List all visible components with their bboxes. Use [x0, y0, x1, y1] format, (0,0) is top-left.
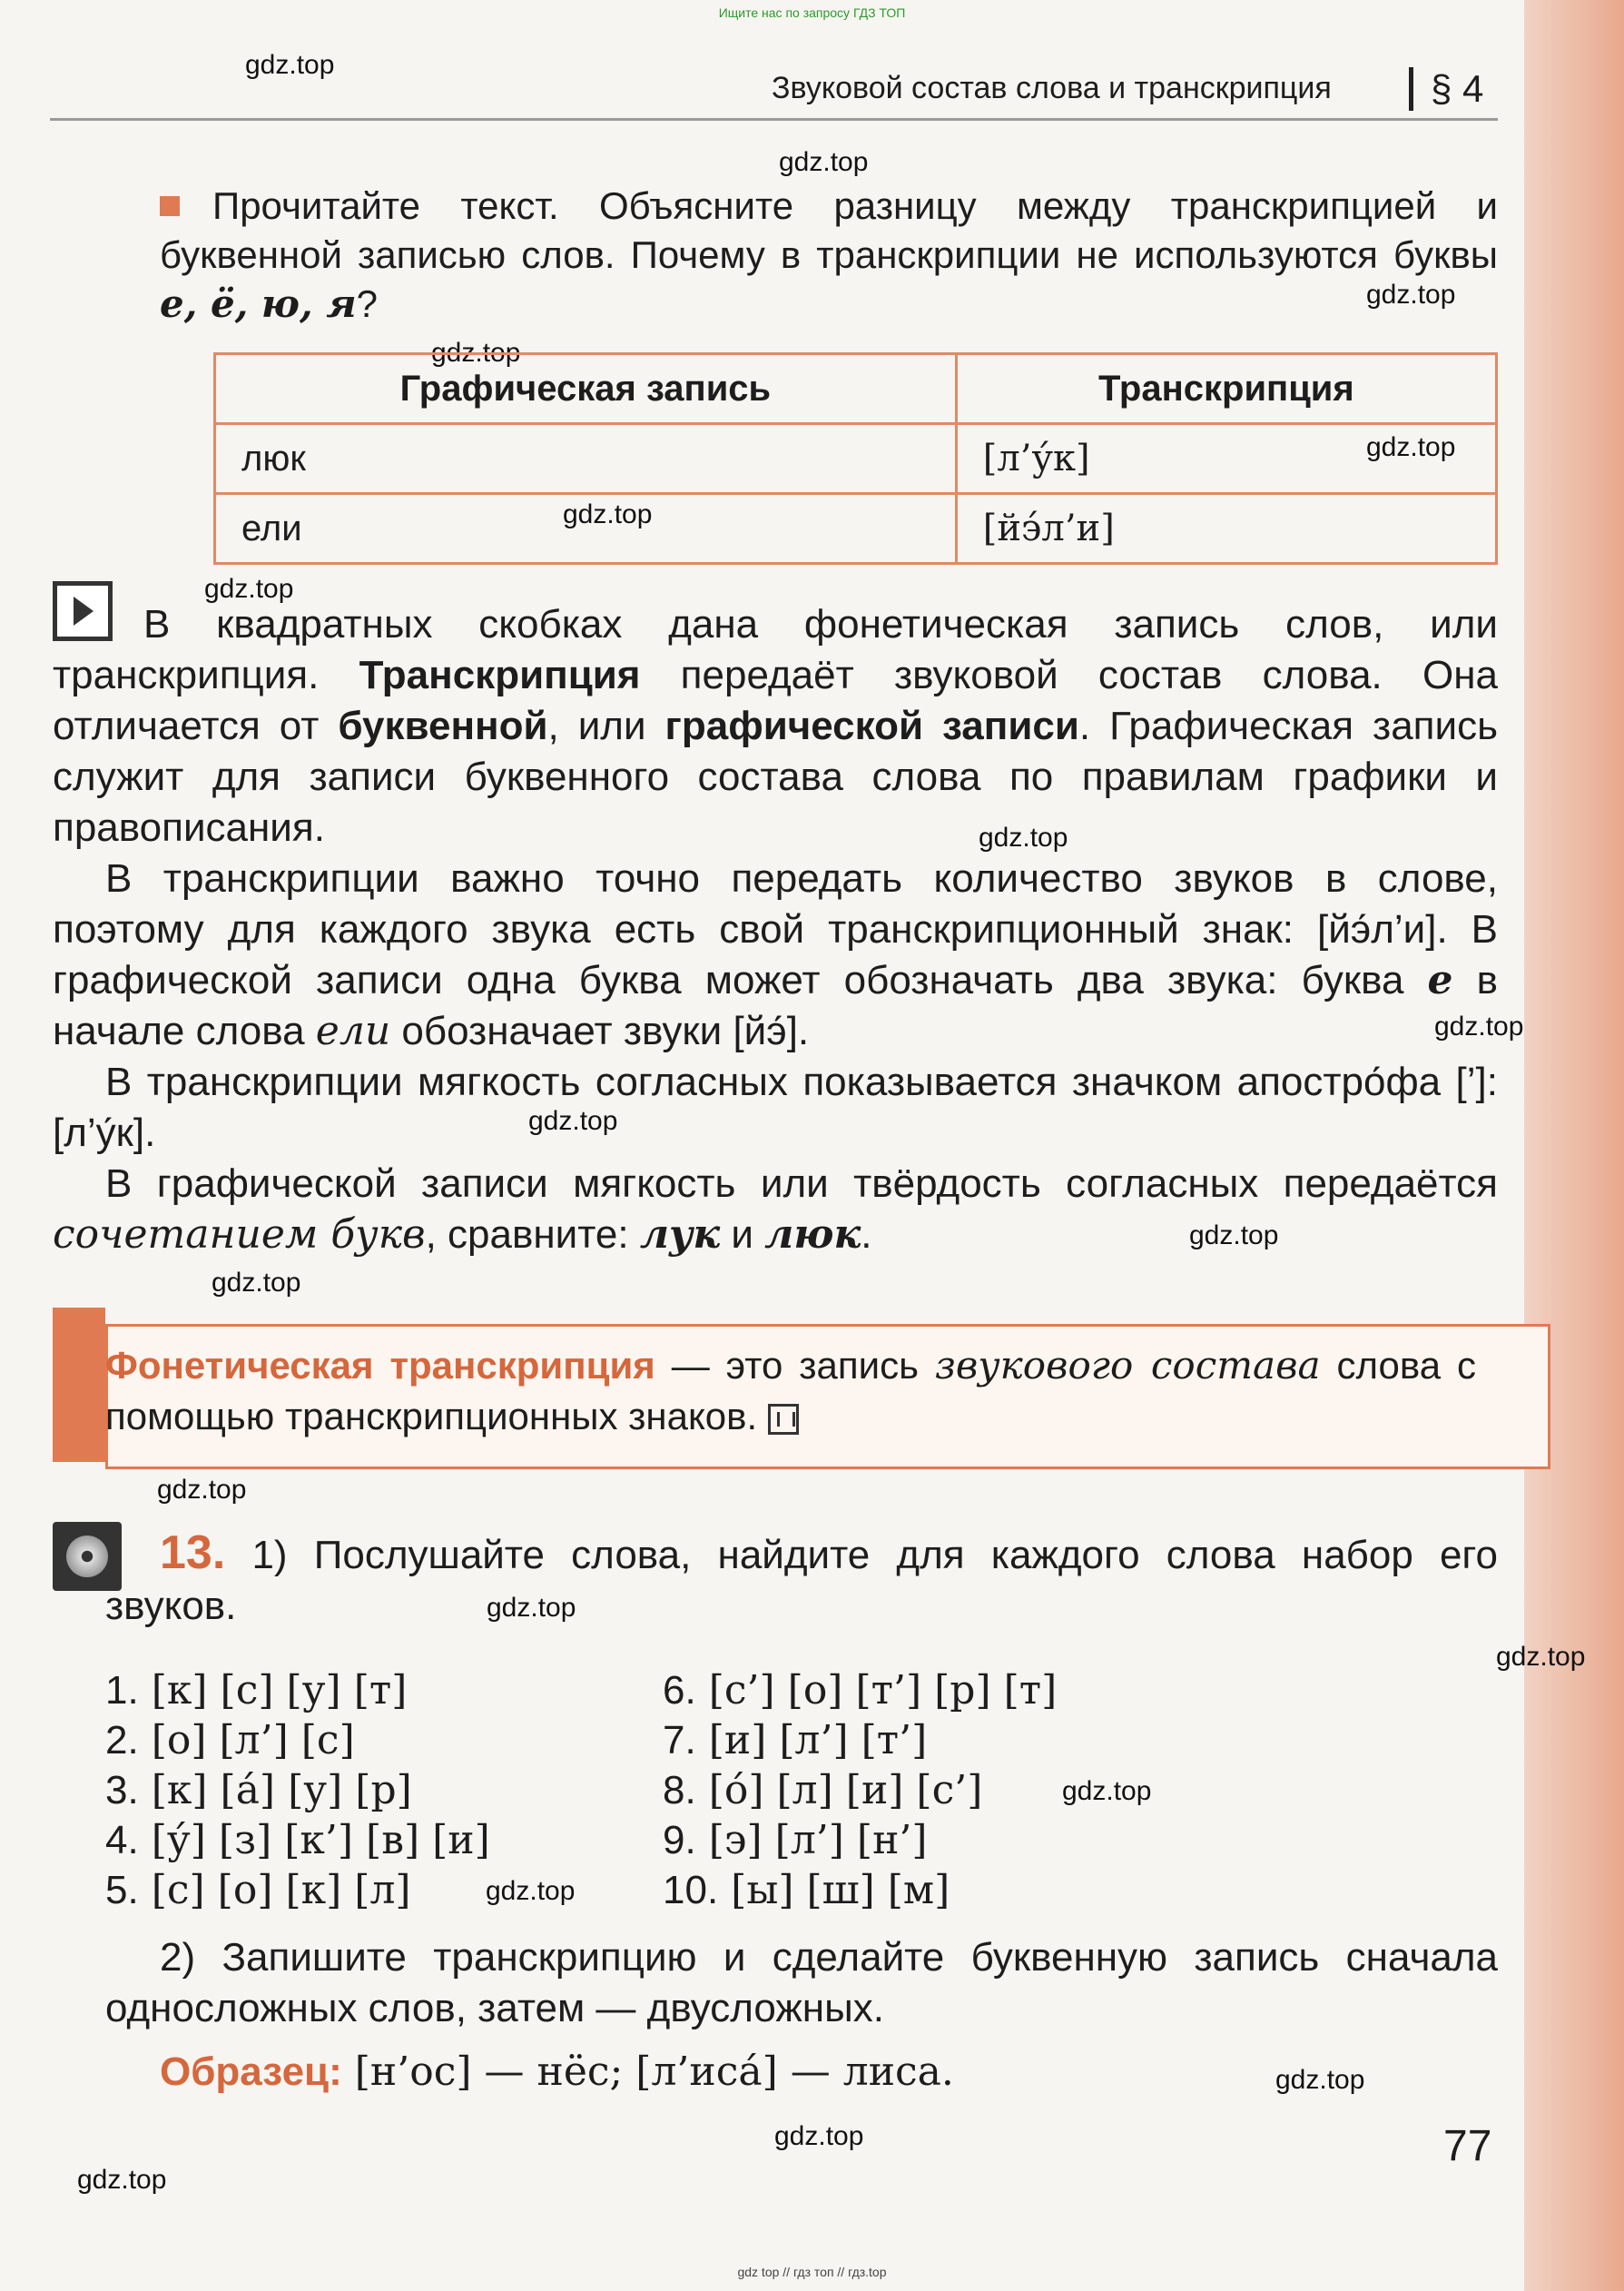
list-item: 1. [к] [с] [у] [т] [105, 1667, 408, 1713]
header-rule [50, 118, 1498, 121]
watermark: gdz.top [1189, 1220, 1279, 1250]
list-item: 10. [ы] [ш] [м] [663, 1867, 950, 1913]
page-edge-tint [1524, 0, 1624, 2291]
task-instruction: Прочитайте текст. Объясните разницу между транскрипцией и буквенной записью слов. Почему в транскрипции не используются буквы е, ё, ю, я? [160, 184, 1498, 326]
watermark: gdz.top [1366, 432, 1456, 462]
table-cell: [л’у́к] [956, 424, 1496, 494]
watermark: gdz.top [77, 2165, 167, 2195]
page-number: 77 [1443, 2122, 1492, 2170]
reference-icon [768, 1404, 799, 1435]
list-item: 7. [и] [л’] [т’] [663, 1717, 928, 1763]
table-header: Графическая запись [215, 354, 957, 424]
rule-accent-bar [53, 1308, 105, 1462]
exercise-sample: Образец: [н’ос] — нёс; [л’иса́] — лиса. [160, 2049, 954, 2095]
list-item: 2. [о] [л’] [с] [105, 1717, 355, 1763]
exercise-question-2: 2) Запишите транскрипцию и сделайте буквенную запись сначала односложных слов, затем — двусложных. [105, 1935, 1498, 2030]
list-item: 6. [с’] [о] [т’] [р] [т] [663, 1667, 1058, 1713]
watermark: gdz.top [979, 823, 1068, 853]
section-number: § 4 [1431, 67, 1484, 110]
watermark: gdz.top [528, 1106, 618, 1136]
watermark: gdz.top [774, 2121, 864, 2151]
list-item: 8. [о́] [л] [и] [с’] [663, 1767, 983, 1813]
watermark: gdz.top [487, 1593, 576, 1623]
word-list-right [663, 1665, 1057, 1915]
list-item: 9. [э] [л’] [н’] [663, 1817, 928, 1863]
top-note: Ищите нас по запросу ГДЗ ТОП [718, 5, 906, 20]
theory-paragraph-3: В транскрипции мягкость согласных показывается значком апостро́фа [’]: [л’у́к]. [53, 1060, 1498, 1155]
watermark: gdz.top [204, 574, 294, 604]
table-header: Транскрипция [956, 354, 1496, 424]
watermark: gdz.top [1062, 1776, 1152, 1806]
watermark: gdz.top [212, 1268, 301, 1298]
rule-definition: Фонетическая транскрипция — это запись звукового состава слова с помощью транскрипционных знаков. [105, 1343, 1477, 1437]
theory-paragraph-1: В квадратных скобках дана фонетическая запись слов, или транскрипция. Транскрипция передаёт звуковой состав слова. Она отличается от буквенной, или графической записи. Графическая запись служит для записи буквенного состава слова по правилам графики и правописания. [53, 602, 1498, 850]
bottom-note: gdz top // гдз топ // гдз.top [737, 2265, 887, 2279]
word-list-left [105, 1665, 490, 1915]
watermark: gdz.top [157, 1475, 247, 1505]
watermark: gdz.top [1434, 1012, 1524, 1042]
watermark: gdz.top [1366, 280, 1456, 310]
theory-paragraph-4: В графической записи мягкость или твёрдость согласных передаётся сочетанием букв, сравните: лук и люк. [53, 1161, 1498, 1258]
watermark: gdz.top [1496, 1642, 1586, 1672]
header-separator [1409, 67, 1413, 111]
watermark: gdz.top [431, 338, 521, 368]
table-cell: люк [215, 424, 957, 494]
table-cell: ели [215, 494, 957, 564]
theory-paragraph-2: В транскрипции важно точно передать количество звуков в слове, поэтому для каждого звука есть свой транскрипционный знак: [йэ́л’и]. В графической записи одна буква может обозначать два звука: буква е в начале слова ели обозначает звуки [йэ́]. [53, 856, 1498, 1054]
watermark: gdz.top [1275, 2065, 1365, 2095]
running-header: Звуковой состав слова и транскрипция [772, 71, 1332, 105]
list-item: 4. [у́] [з] [к’] [в] [и] [105, 1817, 490, 1863]
watermark: gdz.top [245, 50, 335, 80]
list-item: 5. [с] [о] [к] [л] [105, 1867, 411, 1913]
watermark: gdz.top [779, 147, 869, 177]
transcription-table [213, 352, 1498, 565]
table-cell: [йэ́л’и] [956, 494, 1496, 564]
watermark: gdz.top [563, 499, 653, 529]
watermark: gdz.top [486, 1876, 576, 1906]
list-item: 3. [к] [а́] [у] [р] [105, 1767, 412, 1813]
exercise-question-1: 13. 1) Послушайте слова, найдите для каждого слова набор его звуков. [105, 1526, 1498, 1628]
